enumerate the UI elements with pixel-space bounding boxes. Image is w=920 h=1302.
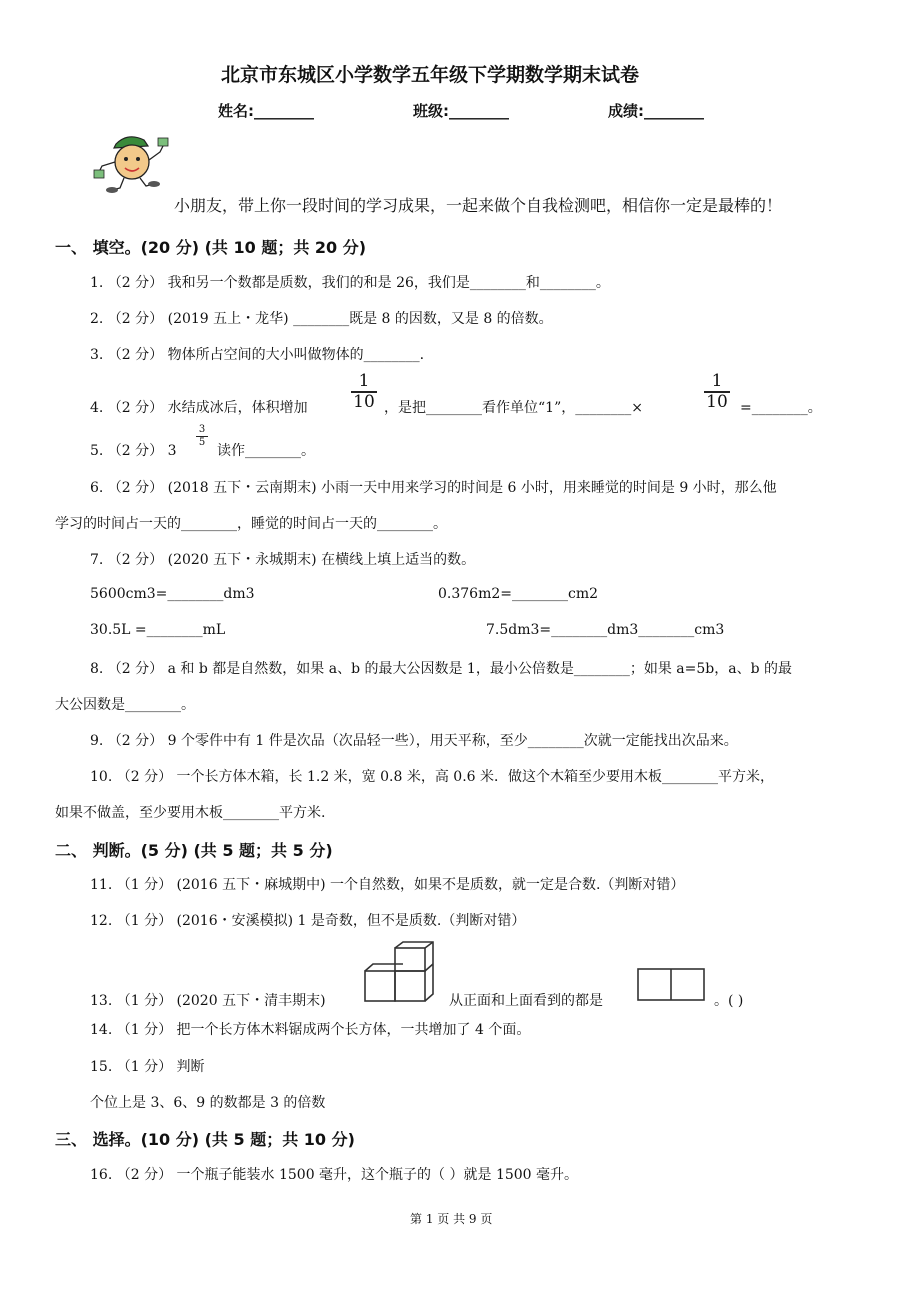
- question-16: 16. （2 分） 一个瓶子能装水 1500 毫升，这个瓶子的（ ）就是 1500 毫升。: [90, 1167, 579, 1183]
- page-footer: 第 1 页 共 9 页: [410, 1212, 493, 1226]
- name-field: 姓名:________: [218, 102, 314, 120]
- question-4-part-b: ，是把________看作单位“1”，________×: [384, 400, 643, 416]
- question-4-part-a: 4. （2 分） 水结成冰后，体积增加: [90, 400, 308, 416]
- fraction-denominator: 10: [353, 392, 375, 412]
- question-15: 15. （1 分） 判断: [90, 1059, 205, 1075]
- question-7-item-d: 7.5dm3=________dm3________cm3: [486, 622, 725, 638]
- fraction-one-tenth: [351, 373, 377, 411]
- question-12: 12. （1 分） (2016・安溪模拟) 1 是奇数，但不是质数.（判断对错）: [90, 913, 526, 929]
- question-3: 3. （2 分） 物体所占空间的大小叫做物体的________.: [90, 347, 425, 363]
- class-field: 班级:________: [413, 102, 509, 120]
- question-7-item-c: 30.5L =________mL: [90, 622, 226, 638]
- question-2: 2. （2 分） (2019 五上・龙华) ________既是 8 的因数，又是 8 的倍数。: [90, 311, 553, 327]
- fraction-numerator: 1: [358, 371, 370, 391]
- question-10-line-1: 10. （2 分） 一个长方体木箱，长 1.2 米，宽 0.8 米，高 0.6 米．做这个木箱至少要用木板________平方米，: [90, 769, 775, 785]
- question-13-part-c: 。( ): [714, 993, 744, 1009]
- question-10-line-2: 如果不做盖，至少要用木板________平方米.: [55, 805, 326, 821]
- question-5-part-a: 5. （2 分） 3: [90, 443, 177, 459]
- cube-stack-figure: [362, 940, 442, 1004]
- question-13-part-a: 13. （1 分） (2020 五下・清丰期末): [90, 993, 326, 1009]
- fraction-one-tenth-2: [704, 373, 730, 411]
- question-7-item-b: 0.376m2=________cm2: [438, 586, 599, 602]
- question-7-item-a: 5600cm3=________dm3: [90, 586, 255, 602]
- question-6-line-2: 学习的时间占一天的________，睡觉的时间占一天的________。: [55, 516, 447, 532]
- question-4-part-c: =________。: [740, 400, 822, 416]
- mascot-illustration: [92, 130, 172, 194]
- question-1: 1. （2 分） 我和另一个数都是质数，我们的和是 26，我们是________和________。: [90, 275, 610, 291]
- question-6-line-1: 6. （2 分） (2018 五下・云南期末) 小雨一天中用来学习的时间是 6 小时，用来睡觉的时间是 9 小时，那么他: [90, 480, 777, 496]
- question-11: 11. （1 分） (2016 五下・麻城期中) 一个自然数，如果不是质数，就一定是合数.（判断对错）: [90, 877, 685, 893]
- question-9: 9. （2 分） 9 个零件中有 1 件是次品（次品轻一些），用天平称，至少________次就一定能找出次品来。: [90, 733, 738, 749]
- score-field: 成绩:________: [608, 102, 704, 120]
- question-8-line-1: 8. （2 分） a 和 b 都是自然数，如果 a、b 的最大公因数是 1，最小公倍数是________；如果 a=5b，a、b 的最: [90, 661, 792, 677]
- fraction-three-fifths: [196, 425, 208, 448]
- fraction-numerator: 3: [198, 424, 206, 435]
- question-14: 14. （1 分） 把一个长方体木料锯成两个长方体，一共增加了 4 个面。: [90, 1022, 531, 1038]
- section-3-heading: 三、 选择。(10 分) (共 5 题；共 10 分): [55, 1130, 355, 1149]
- question-8-line-2: 大公因数是________。: [55, 697, 195, 713]
- page-title: 北京市东城区小学数学五年级下学期数学期末试卷: [221, 64, 640, 86]
- fraction-denominator: 5: [198, 437, 206, 448]
- section-1-heading: 一、 填空。(20 分) (共 10 题；共 20 分): [55, 238, 367, 257]
- question-15-statement: 个位上是 3、6、9 的数都是 3 的倍数: [90, 1095, 326, 1111]
- question-5-part-b: 读作________。: [217, 443, 315, 459]
- fraction-numerator: 1: [711, 371, 723, 391]
- two-squares-figure: [636, 967, 706, 1003]
- section-2-heading: 二、 判断。(5 分) (共 5 题；共 5 分): [55, 841, 333, 860]
- fraction-denominator: 10: [706, 392, 728, 412]
- intro-text: 小朋友，带上你一段时间的学习成果，一起来做个自我检测吧，相信你一定是最棒的！: [174, 196, 783, 215]
- question-13-part-b: 从正面和上面看到的都是: [449, 993, 603, 1009]
- question-7: 7. （2 分） (2020 五下・永城期末) 在横线上填上适当的数。: [90, 552, 476, 568]
